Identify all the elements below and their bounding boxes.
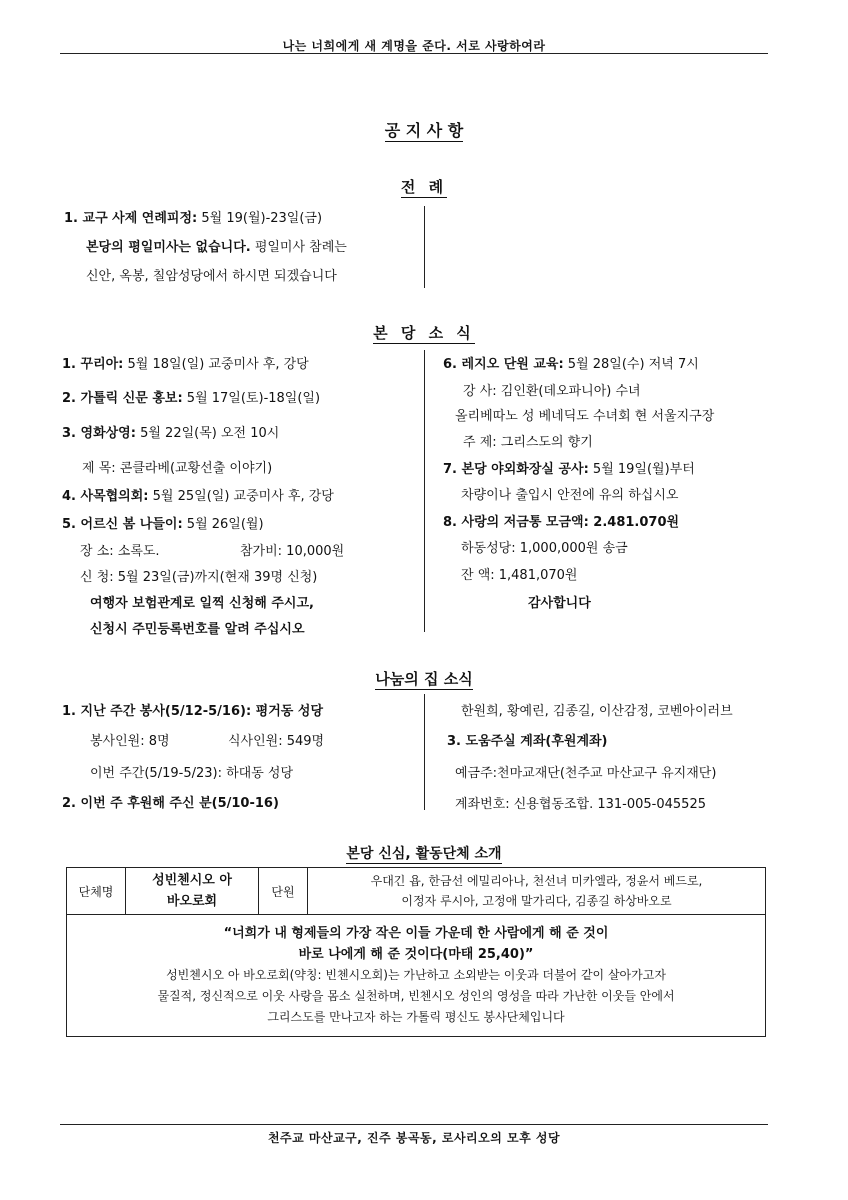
parish-item-3 [62, 422, 279, 441]
liturgy-note-bold: 본당의 평일미사는 없습니다. [86, 240, 251, 255]
parish-item-2-value: 5월 17일(토)-18일(일) [182, 391, 321, 406]
page-header: 나는 너희에게 새 계명을 준다. 서로 사랑하여라 [60, 37, 768, 54]
group-name-cell [126, 868, 259, 915]
parish-title [0, 322, 848, 343]
liturgy-title [0, 176, 848, 197]
group-description-line-3: 그리스도를 만나고자 하는 가톨릭 평신도 봉사단체입니다 [267, 1010, 565, 1024]
group-description-cell [67, 915, 766, 1037]
group-name-line-2: 바오로회 [166, 894, 218, 909]
groups-header-row [67, 868, 766, 915]
parish-item-6-org: 올리베따노 성 베네딕도 수녀회 현 서울지구장 [455, 409, 715, 424]
parish-item-8-thanks: 감사합니다 [528, 596, 591, 611]
parish-item-1-label: 1. 꾸리아: [62, 357, 124, 372]
parish-item-7 [443, 458, 695, 477]
parish-item-4 [62, 485, 334, 504]
parish-item-5-label: 5. 어르신 봄 나들이: [62, 517, 183, 532]
members-line-2: 이정자 루시아, 고정애 말가리다, 김종길 하상바오로 [401, 894, 672, 908]
parish-item-7-value: 5월 19일(월)부터 [588, 462, 695, 477]
members-line-1: 우대긴 욥, 한금선 에밀리아나, 천선녀 미카엘라, 정윤서 베드로, [370, 874, 703, 888]
parish-item-3-label: 3. 영화상영: [62, 426, 136, 441]
liturgy-note-churches: 신안, 옥봉, 칠암성당에서 하시면 되겠습니다 [86, 269, 337, 284]
sharing-meals: 식사인원: 549명 [228, 734, 325, 749]
parish-item-5-place: 장 소: 소록도. [80, 544, 160, 559]
parish-item-7-label: 7. 본당 야외화장실 공사: [443, 462, 589, 477]
parish-item-2 [62, 387, 320, 406]
sharing-account: 계좌번호: 신용협동조합. 131-005-045525 [455, 797, 706, 812]
parish-item-4-value: 5월 25일(일) 교중미사 후, 강당 [148, 489, 334, 504]
sharing-depositor: 예금주:천마교재단(천주교 마산교구 유지재단) [455, 766, 717, 781]
parish-item-5-note-2: 신청시 주민등록번호를 알려 주십시오 [90, 622, 305, 637]
parish-item-8-label: 8. 사랑의 저금통 모금액: 2.481.070원 [443, 515, 680, 530]
parish-item-7-note: 차량이나 출입시 안전에 유의 하십시오 [461, 488, 679, 503]
group-description-line-1: 성빈첸시오 아 바오로회(약칭: 빈첸시오회)는 가난하고 소외받는 이웃과 더불어 같이 살아가고자 [166, 968, 666, 982]
group-name-label: 단체명 [67, 868, 126, 915]
groups-table [66, 867, 766, 1037]
group-description-line-2: 물질적, 정신적으로 이웃 사랑을 몸소 실천하며, 빈첸시오 성인의 영성을 따라 가난한 이웃들 안에서 [157, 989, 675, 1003]
groups-description-row [67, 915, 766, 1037]
parish-item-6 [443, 353, 699, 372]
parish-item-3-value: 5월 22일(목) 오전 10시 [135, 426, 280, 441]
groups-title [0, 843, 848, 863]
parish-item-2-label: 2. 가톨릭 신문 홍보: [62, 391, 183, 406]
parish-title-text: 본 당 소 식 [373, 324, 475, 342]
parish-item-1-value: 5월 18일(일) 교중미사 후, 강당 [123, 357, 309, 372]
parish-item-6-speaker: 강 사: 김인환(데오파니아) 수녀 [463, 384, 641, 399]
page-footer: 천주교 마산교구, 진주 봉곡동, 로사리오의 모후 성당 [60, 1124, 768, 1146]
sharing-item-1-label: 1. 지난 주간 봉사(5/12-5/16): 평거동 성당 [62, 704, 323, 719]
parish-item-5-apply: 신 청: 5월 23일(금)까지(현재 39명 신청) [80, 570, 318, 585]
sharing-next-week: 이번 주간(5/19-5/23): 하대동 성당 [90, 766, 294, 781]
sharing-item-2-label: 2. 이번 주 후원해 주신 분(5/10-16) [62, 796, 279, 811]
parish-item-3-movie: 제 목: 콘클라베(교황선출 이야기) [82, 461, 273, 476]
parish-item-5-fee: 참가비: 10,000원 [240, 544, 345, 559]
page-title [0, 118, 848, 141]
scripture-quote-line-2: 바로 나에게 해 준 것이다(마태 25,40)” [298, 947, 534, 962]
parish-item-1 [62, 353, 309, 372]
liturgy-item-1 [64, 207, 322, 226]
sharing-item-3-label: 3. 도움주실 계좌(후원계좌) [447, 734, 608, 749]
scripture-quote-line-1: “너희가 내 형제들의 가장 작은 이들 가운데 한 사람에게 해 준 것이 [223, 926, 609, 941]
parish-item-5-value: 5월 26일(월) [182, 517, 264, 532]
sharing-divider [424, 694, 425, 810]
liturgy-item-1-value: 5월 19(월)-23일(금) [197, 211, 323, 226]
members-label: 단원 [259, 868, 308, 915]
parish-item-8-balance: 잔 액: 1,481,070원 [461, 568, 578, 583]
group-name-line-1: 성빈첸시오 아 [152, 873, 232, 888]
parish-item-6-value: 5월 28일(수) 저녁 7시 [563, 357, 699, 372]
parish-item-5-note-1: 여행자 보험관계로 일찍 신청해 주시고, [90, 596, 314, 611]
liturgy-item-1-label: 1. 교구 사제 연례피정: [64, 211, 198, 226]
parish-item-6-label: 6. 레지오 단원 교육: [443, 357, 564, 372]
sharing-sponsors: 한원희, 황예린, 김종길, 이산감정, 코벤아이러브 [461, 704, 733, 719]
liturgy-item-1-note [86, 236, 347, 255]
parish-divider [424, 350, 425, 632]
parish-item-8-sent: 하동성당: 1,000,000원 송금 [461, 541, 628, 556]
page-title-text: 공 지 사 항 [384, 121, 464, 140]
liturgy-divider [424, 206, 425, 288]
members-cell [308, 868, 766, 915]
parish-item-6-topic: 주 제: 그리스도의 향기 [463, 435, 593, 450]
liturgy-note-rest: 평일미사 참례는 [250, 240, 347, 255]
liturgy-title-text: 전 례 [400, 178, 448, 196]
sharing-volunteers: 봉사인원: 8명 [90, 734, 170, 749]
groups-title-text: 본당 신심, 활동단체 소개 [346, 846, 502, 862]
parish-item-5 [62, 513, 264, 532]
sharing-title-text: 나눔의 집 소식 [375, 670, 473, 688]
parish-item-4-label: 4. 사목협의회: [62, 489, 149, 504]
sharing-title [0, 668, 848, 689]
